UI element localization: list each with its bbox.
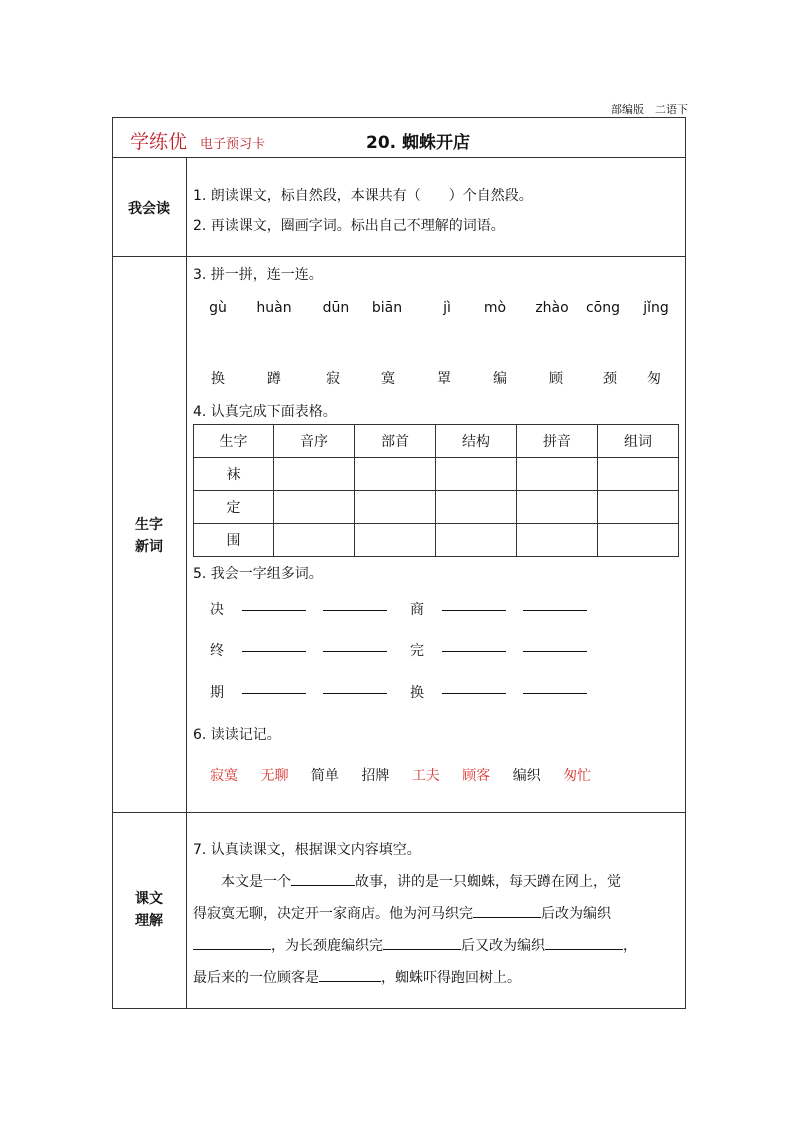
word-build-char: 商 bbox=[410, 602, 424, 618]
passage-line bbox=[193, 903, 611, 923]
card-label: 电子预习卡 bbox=[200, 137, 266, 152]
vocab-word: 编织 bbox=[512, 768, 541, 784]
answer-blank[interactable] bbox=[442, 650, 506, 652]
answer-blank[interactable] bbox=[523, 650, 587, 652]
divider bbox=[112, 812, 686, 813]
hanzi-item: 寞 bbox=[381, 371, 395, 387]
word-build-row bbox=[410, 640, 587, 660]
answer-blank[interactable] bbox=[545, 935, 623, 950]
pinyin-item: dūn bbox=[322, 300, 350, 316]
table-row bbox=[194, 458, 679, 491]
answer-blank[interactable] bbox=[442, 609, 506, 611]
answer-blank[interactable] bbox=[242, 609, 306, 611]
answer-blank[interactable] bbox=[323, 692, 387, 694]
vocab-list bbox=[210, 765, 609, 785]
passage-line bbox=[193, 935, 637, 955]
table-cell[interactable] bbox=[516, 524, 597, 557]
answer-blank[interactable] bbox=[473, 903, 541, 918]
table-cell[interactable] bbox=[597, 524, 678, 557]
pinyin-item: cōng bbox=[585, 300, 621, 316]
table-cell[interactable] bbox=[354, 491, 435, 524]
pinyin-item: zhào bbox=[535, 300, 569, 316]
hanzi-item: 换 bbox=[211, 371, 225, 387]
vocab-word: 简单 bbox=[310, 768, 339, 784]
pinyin-item: gù bbox=[209, 300, 227, 316]
passage-text: ， bbox=[623, 938, 637, 954]
table-cell[interactable] bbox=[354, 458, 435, 491]
table-header: 音序 bbox=[274, 425, 355, 458]
hanzi-item: 编 bbox=[493, 371, 507, 387]
question-5: 5. 我会一字组多词。 bbox=[193, 566, 323, 582]
table-cell[interactable] bbox=[274, 524, 355, 557]
question-4: 4. 认真完成下面表格。 bbox=[193, 404, 337, 420]
table-header: 部首 bbox=[354, 425, 435, 458]
word-build-char: 换 bbox=[410, 685, 424, 701]
word-build-row bbox=[410, 599, 587, 619]
vocab-word: 匆忙 bbox=[563, 768, 592, 784]
pinyin-item: biān bbox=[371, 300, 403, 316]
question-2: 2. 再读课文，圈画字词。标出自己不理解的词语。 bbox=[193, 218, 505, 234]
table-cell[interactable] bbox=[597, 458, 678, 491]
section-understand bbox=[112, 888, 186, 932]
column-divider bbox=[186, 157, 187, 1008]
pinyin-item: mò bbox=[483, 300, 507, 316]
word-build-row bbox=[210, 599, 387, 619]
answer-blank[interactable] bbox=[523, 692, 587, 694]
answer-blank[interactable] bbox=[242, 650, 306, 652]
passage-line bbox=[221, 871, 621, 891]
passage-text: 故事，讲的是一只蜘蛛，每天蹲在网上，觉 bbox=[355, 874, 621, 890]
answer-blank[interactable] bbox=[291, 871, 355, 886]
answer-blank[interactable] bbox=[319, 967, 381, 982]
question-7: 7. 认真读课文，根据课文内容填空。 bbox=[193, 842, 421, 858]
word-build-row bbox=[210, 640, 387, 660]
table-cell[interactable] bbox=[435, 458, 516, 491]
passage-text: ，为长颈鹿编织完 bbox=[271, 938, 383, 954]
passage-text: 得寂寞无聊，决定开一家商店。他为河马织完 bbox=[193, 906, 473, 922]
table-header: 生字 bbox=[194, 425, 274, 458]
hanzi-item: 寂 bbox=[326, 371, 340, 387]
table-cell[interactable] bbox=[435, 491, 516, 524]
vocab-word: 招牌 bbox=[361, 768, 390, 784]
hanzi-item: 匆 bbox=[647, 371, 661, 387]
answer-blank[interactable] bbox=[442, 692, 506, 694]
hanzi-item: 顾 bbox=[549, 371, 563, 387]
table-cell[interactable] bbox=[435, 524, 516, 557]
section-understand-line2: 理解 bbox=[135, 913, 163, 929]
question-1: 1. 朗读课文，标自然段，本课共有（ ）个自然段。 bbox=[193, 188, 533, 204]
hanzi-item: 颈 bbox=[603, 371, 617, 387]
section-understand-line1: 课文 bbox=[135, 891, 163, 907]
page-title: 20. 蜘蛛开店 bbox=[366, 133, 471, 153]
section-words-line2: 新词 bbox=[135, 539, 163, 555]
edition-label: 部编版 二语下 bbox=[611, 103, 688, 116]
question-6: 6. 读读记记。 bbox=[193, 727, 281, 743]
word-build-char: 决 bbox=[210, 602, 224, 618]
passage-text: 本文是一个 bbox=[221, 874, 291, 890]
table-cell-char: 围 bbox=[194, 524, 274, 557]
table-cell[interactable] bbox=[274, 491, 355, 524]
table-cell[interactable] bbox=[354, 524, 435, 557]
hanzi-item: 蹲 bbox=[267, 371, 281, 387]
answer-blank[interactable] bbox=[193, 935, 271, 950]
passage-text: 后又改为编织 bbox=[461, 938, 545, 954]
question-3: 3. 拼一拼，连一连。 bbox=[193, 267, 323, 283]
section-read: 我会读 bbox=[128, 201, 170, 217]
table-cell-char: 袜 bbox=[194, 458, 274, 491]
word-build-row bbox=[410, 682, 587, 702]
answer-blank[interactable] bbox=[523, 609, 587, 611]
vocab-word: 顾客 bbox=[462, 768, 491, 784]
section-words-line1: 生字 bbox=[135, 517, 163, 533]
table-cell[interactable] bbox=[274, 458, 355, 491]
table-header-row bbox=[194, 425, 679, 458]
char-table bbox=[193, 424, 679, 557]
passage-text: 最后来的一位顾客是 bbox=[193, 970, 319, 986]
divider bbox=[112, 256, 686, 257]
answer-blank[interactable] bbox=[323, 609, 387, 611]
passage-text: 后改为编织 bbox=[541, 906, 611, 922]
table-cell[interactable] bbox=[516, 458, 597, 491]
vocab-word: 寂寞 bbox=[210, 768, 238, 784]
passage-line bbox=[193, 967, 521, 987]
vocab-word: 工夫 bbox=[411, 768, 440, 784]
table-cell[interactable] bbox=[516, 491, 597, 524]
answer-blank[interactable] bbox=[242, 692, 306, 694]
table-header: 结构 bbox=[435, 425, 516, 458]
word-build-row bbox=[210, 682, 387, 702]
table-header: 拼音 bbox=[516, 425, 597, 458]
pinyin-item: jǐng bbox=[643, 300, 669, 316]
divider bbox=[112, 157, 686, 158]
section-words bbox=[112, 514, 186, 558]
hanzi-item: 罩 bbox=[437, 371, 451, 387]
pinyin-item: huàn bbox=[256, 300, 292, 316]
pinyin-item: jì bbox=[443, 300, 451, 316]
table-cell[interactable] bbox=[597, 491, 678, 524]
word-build-char: 期 bbox=[210, 685, 224, 701]
answer-blank[interactable] bbox=[323, 650, 387, 652]
table-cell-char: 定 bbox=[194, 491, 274, 524]
word-build-char: 终 bbox=[210, 643, 224, 659]
table-row bbox=[194, 491, 679, 524]
word-build-char: 完 bbox=[410, 643, 424, 659]
brand-logo: 学练优 bbox=[130, 131, 188, 153]
answer-blank[interactable] bbox=[383, 935, 461, 950]
passage-text: ，蜘蛛吓得跑回树上。 bbox=[381, 970, 521, 986]
table-row bbox=[194, 524, 679, 557]
table-header: 组词 bbox=[597, 425, 678, 458]
vocab-word: 无聊 bbox=[260, 768, 289, 784]
